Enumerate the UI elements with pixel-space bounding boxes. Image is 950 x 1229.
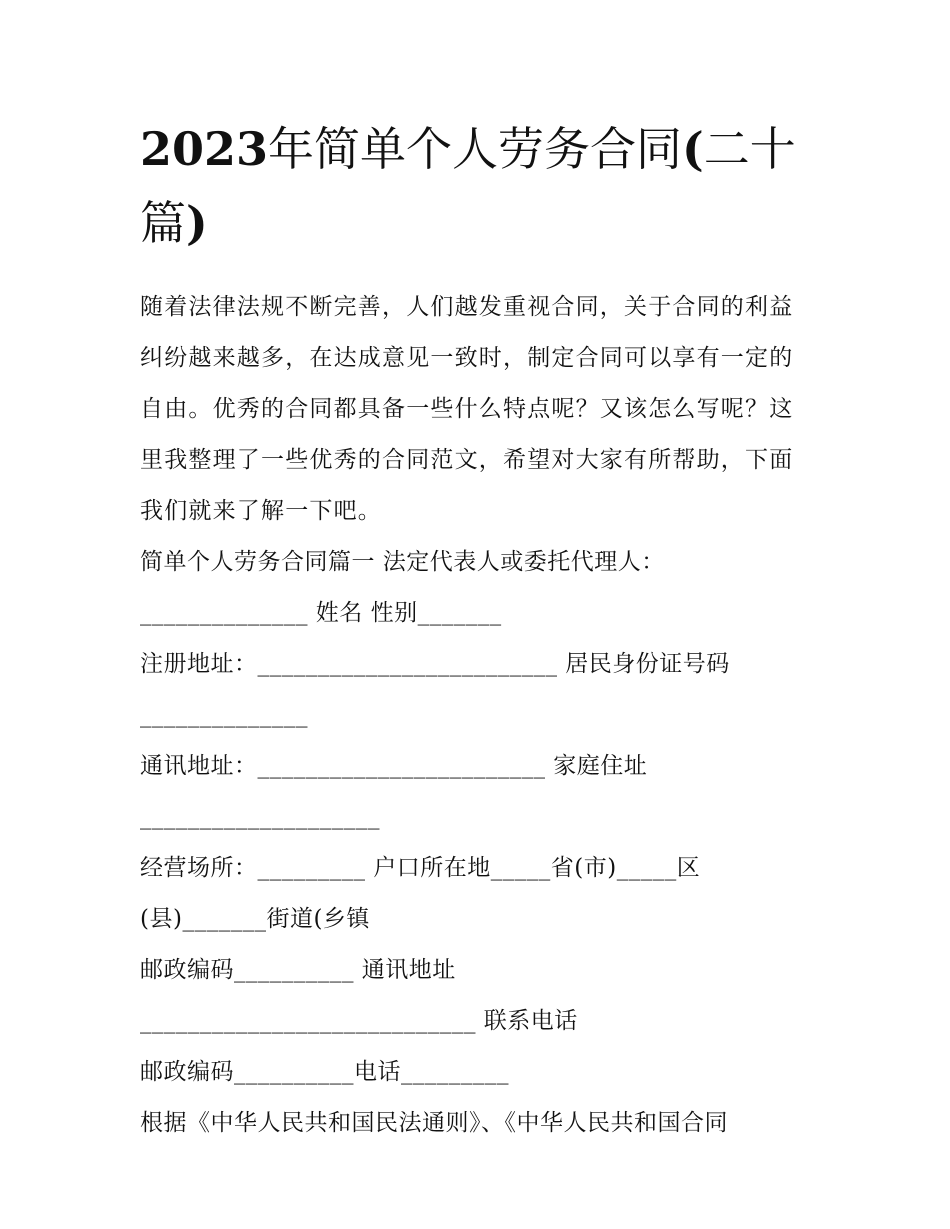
form-line-postcode-phone: 邮政编码__________电话_________: [140, 1059, 509, 1085]
form-line-name-gender: ______________ 姓名 性别_______: [140, 600, 502, 626]
form-line-registered-address: 注册地址：_________________________ 居民身份证号码: [140, 651, 730, 677]
form-line-legal-basis: 根据《中华人民共和国民法通则》、《中华人民共和国合同: [140, 1110, 728, 1136]
document-title: [140, 112, 820, 260]
title-count: 二十篇: [140, 122, 796, 250]
contract-form-fields: [140, 537, 820, 1149]
intro-line: 自由。优秀的合同都具备一些什么特点呢？又该怎么写呢？这: [140, 396, 794, 422]
form-line-postcode-address: 邮政编码__________ 通讯地址: [140, 957, 456, 983]
intro-line: 里我整理了一些优秀的合同范文，希望对大家有所帮助，下面: [140, 447, 794, 473]
title-paren-open: (: [682, 122, 704, 176]
intro-paragraph: [140, 282, 820, 537]
title-year: 2023: [140, 122, 269, 176]
form-line-phone: ____________________________ 联系电话: [140, 1008, 578, 1034]
document-page: [140, 112, 820, 1149]
form-line-home-address-blank: ____________________: [140, 804, 380, 830]
form-line-mailing-address: 通讯地址：________________________ 家庭住址: [140, 753, 648, 779]
title-paren-close: ): [186, 196, 208, 250]
intro-line: 纠纷越来越多，在达成意见一致时，制定合同可以享有一定的: [140, 345, 794, 371]
form-line-business-place: 经营场所：_________ 户口所在地_____省(市)_____区: [140, 855, 701, 881]
section-heading: 简单个人劳务合同篇一 法定代表人或委托代理人：: [140, 549, 665, 575]
title-text: 年简单个人劳务合同: [268, 122, 683, 176]
form-line-id-number-blank: ______________: [140, 702, 308, 728]
intro-line: 随着法律法规不断完善，人们越发重视合同，关于合同的利益: [140, 294, 794, 320]
intro-line: 我们就来了解一下吧。: [140, 498, 382, 524]
form-line-county-street: (县)_______街道(乡镇: [140, 906, 370, 932]
